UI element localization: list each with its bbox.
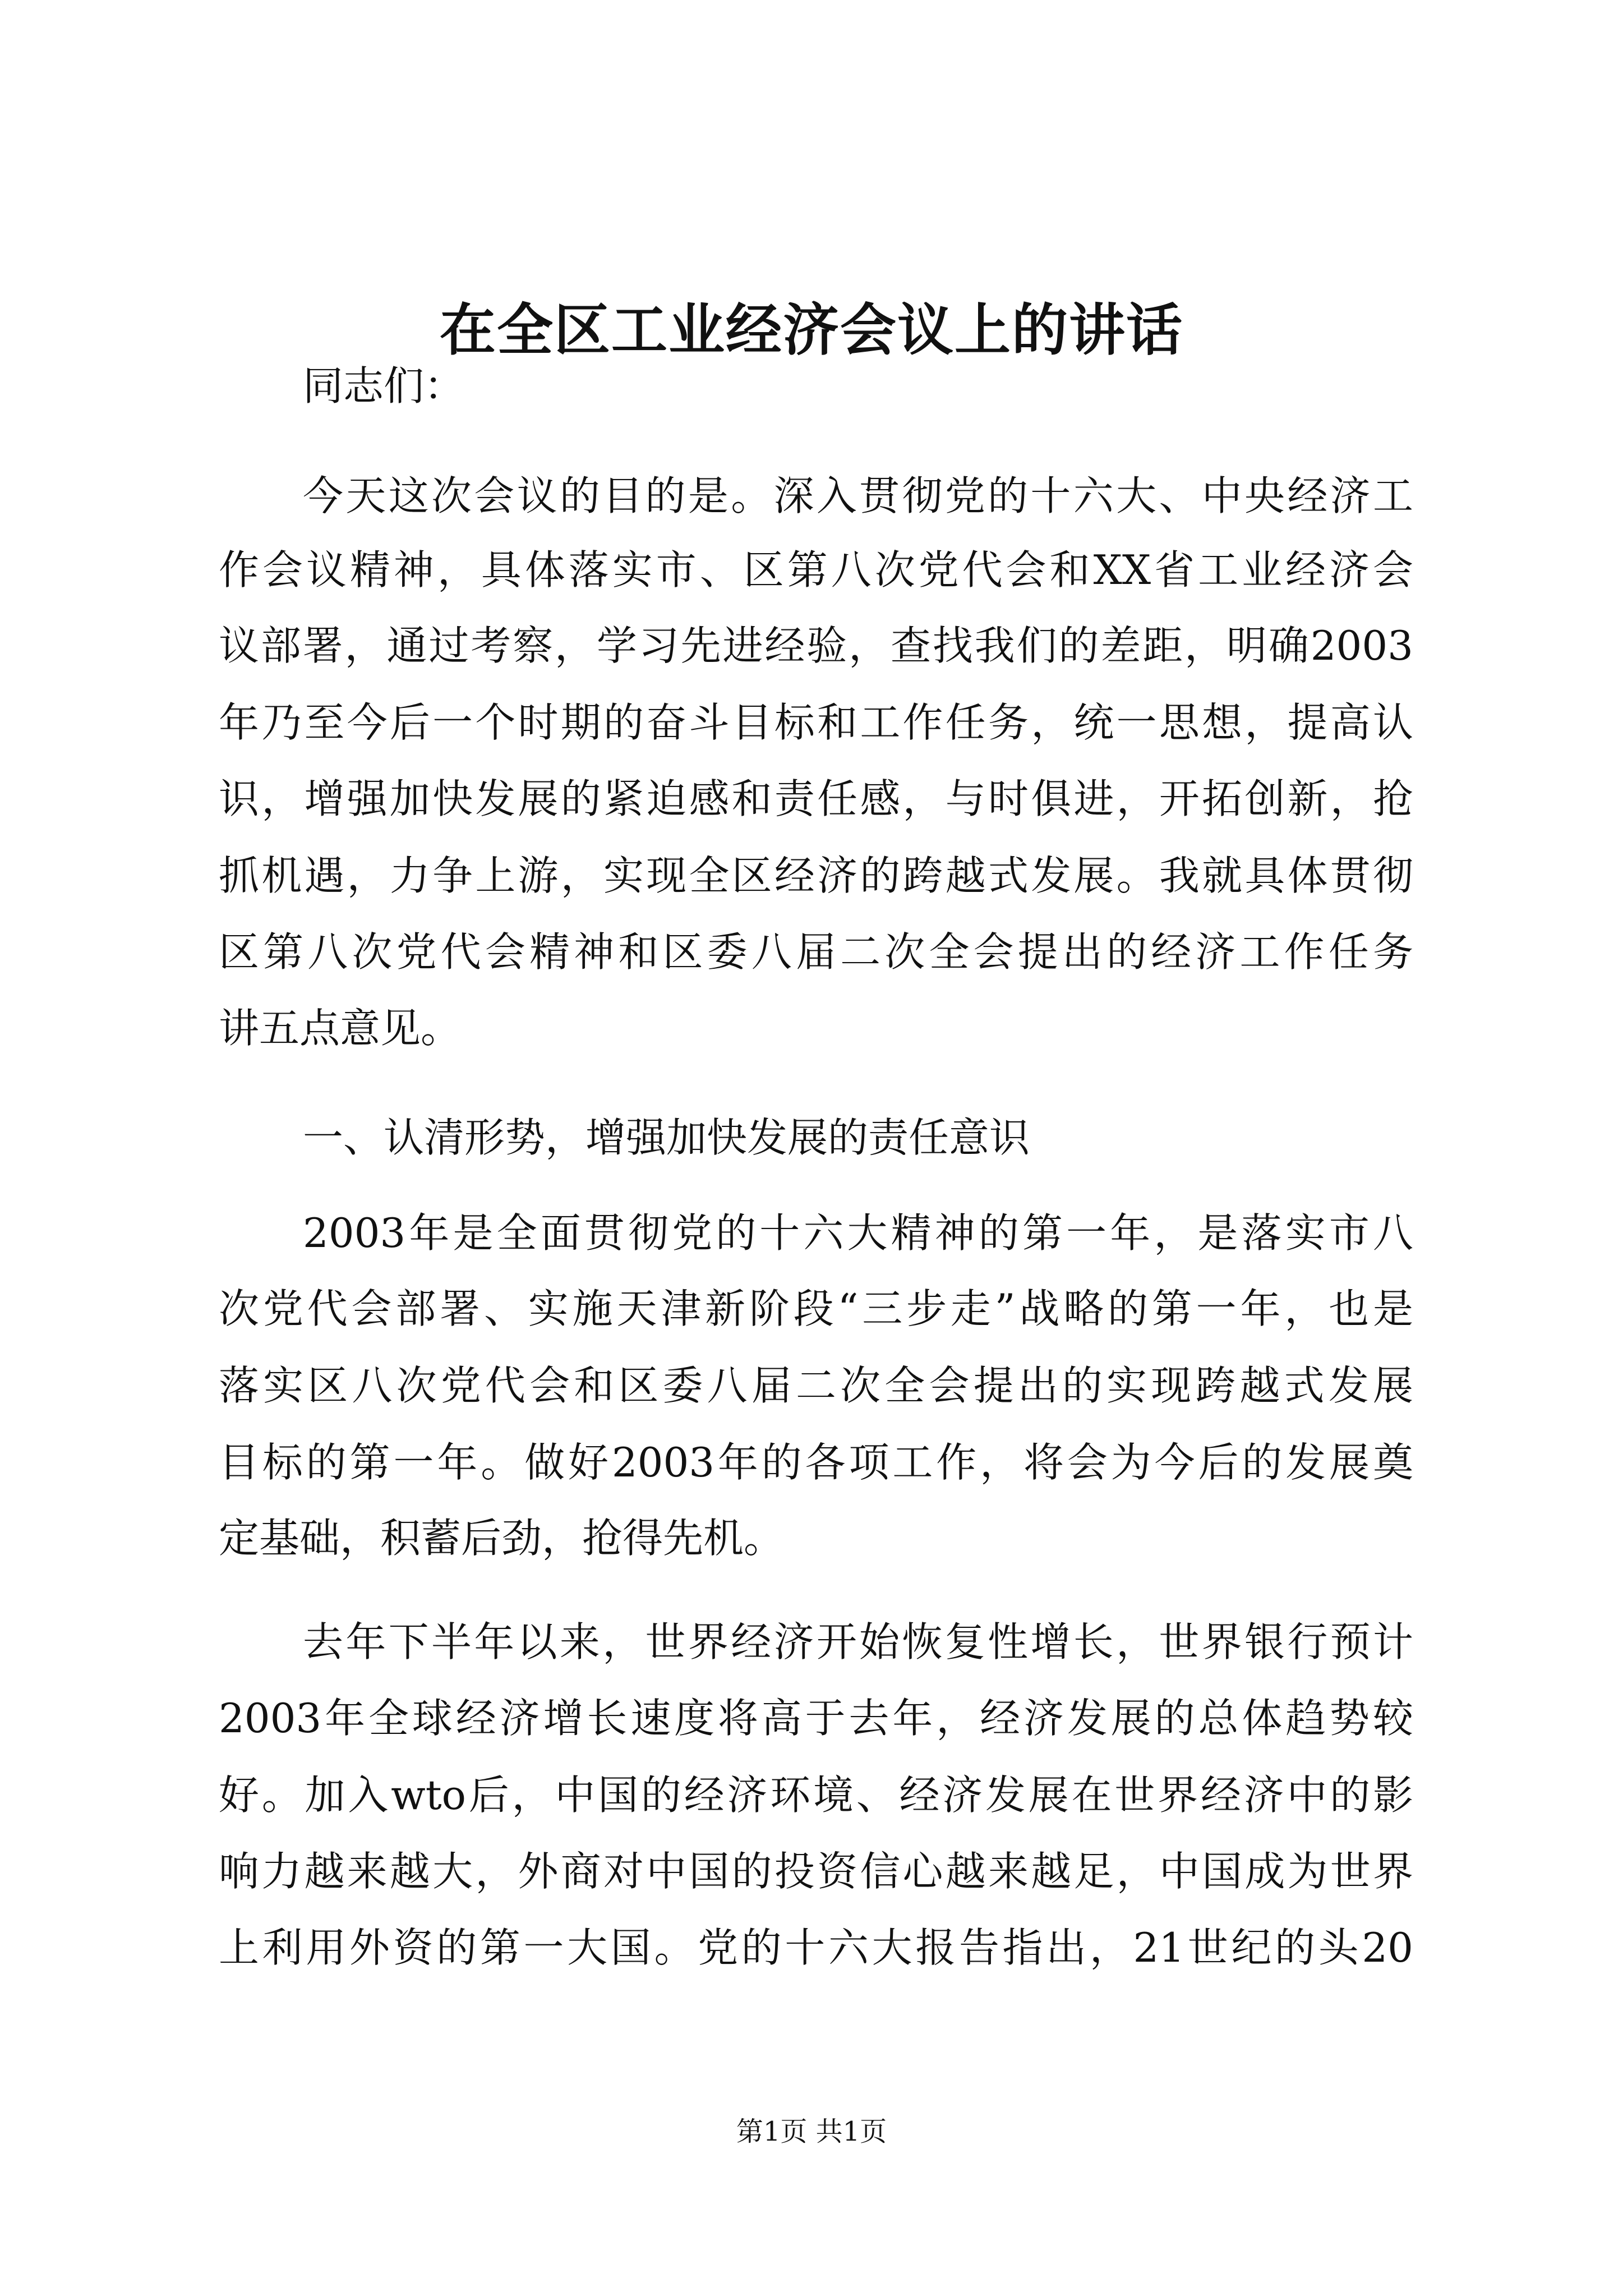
salutation-line: 同志们： [303,362,465,409]
body-line: 落实区八次党代会和区委八届二次全会提出的实现跨越式发展 [219,1362,1413,1409]
body-line: 上利用外资的第一大国。党的十六大报告指出，21世纪的头20 [219,1924,1413,1971]
section-heading: 一、认清形势，增强加快发展的责任意识 [303,1114,1030,1161]
body-line: 次党代会部署、实施天津新阶段“三步走”战略的第一年，也是 [219,1285,1413,1332]
body-line: 2003年是全面贯彻党的十六大精神的第一年，是落实市八 [303,1209,1413,1257]
body-line: 2003年全球经济增长速度将高于去年，经济发展的总体趋势较 [219,1695,1413,1742]
page-title: 在全区工业经济会议上的讲话 [440,297,1183,363]
body-line: 响力越来越大，外商对中国的投资信心越来越足，中国成为世界 [219,1848,1413,1895]
body-line: 识，增强加快发展的紧迫感和责任感，与时俱进，开拓创新，抢 [219,775,1413,822]
body-line: 作会议精神，具体落实市、区第八次党代会和XX省工业经济会 [219,546,1413,593]
body-line: 去年下半年以来，世界经济开始恢复性增长，世界银行预计 [303,1618,1413,1665]
body-line: 抓机遇，力争上游，实现全区经济的跨越式发展。我就具体贯彻 [219,852,1413,899]
body-line: 好。加入wto后，中国的经济环境、经济发展在世界经济中的影 [219,1772,1413,1819]
body-line: 议部署，通过考察，学习先进经验，查找我们的差距，明确2003 [219,622,1413,669]
body-line: 讲五点意见。 [219,1005,462,1052]
body-line: 年乃至今后一个时期的奋斗目标和工作任务，统一思想，提高认 [219,699,1413,746]
page-footer: 第1页 共1页 [736,2116,887,2147]
body-line: 定基础，积蓄后劲，抢得先机。 [219,1515,785,1562]
body-line: 今天这次会议的目的是。深入贯彻党的十六大、中央经济工 [303,472,1413,519]
body-line: 区第八次党代会精神和区委八届二次全会提出的经济工作任务 [219,928,1413,976]
body-line: 目标的第一年。做好2003年的各项工作，将会为今后的发展奠 [219,1439,1413,1486]
